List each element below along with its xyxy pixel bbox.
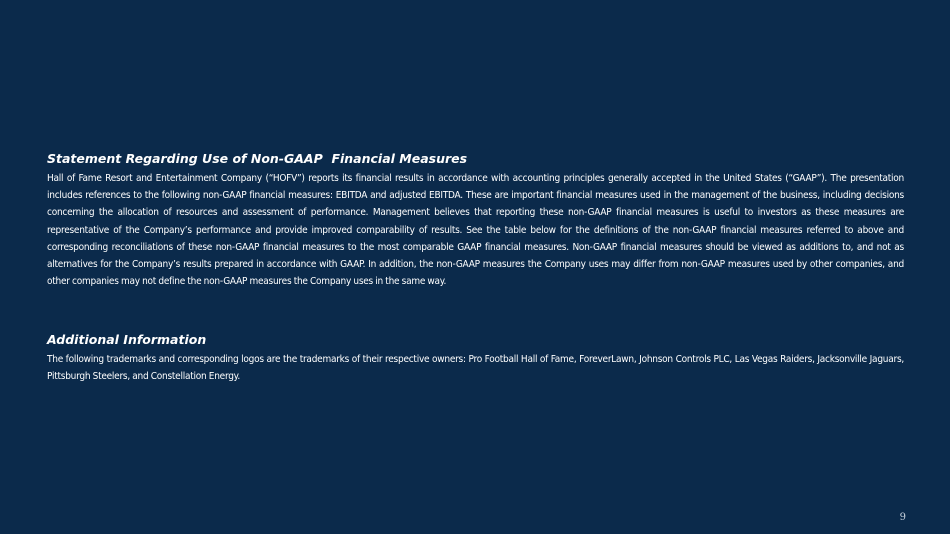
- non-gaap-section: [47, 150, 904, 290]
- non-gaap-body: Hall of Fame Resort and Entertainment Company (“HOFV”) reports its financial results in accordance with accounting principles generally accepted in the United States (“GAAP”). The presentation includes references to the following non-GAAP financial measures: EBITDA and adjusted EBITDA. These are important financial measures used in the management of the business, including decisions concerning the allocation of resources and assessment of performance. Management believes that reporting these non-GAAP financial measures is useful to investors as these measures are representative of the Company’s performance and provide improved comparability of results. See the table below for the definitions of the non-GAAP financial measures referred to above and corresponding reconciliations of these non-GAAP financial measures to the most comparable GAAP financial measures. Non-GAAP financial measures should be viewed as additions to, and not as alternatives for the Company’s results prepared in accordance with GAAP. In addition, the non-GAAP measures the Company uses may differ from non-GAAP measures used by other companies, and other companies may not define the non-GAAP measures the Company uses in the same way.: [47, 173, 904, 288]
- page-number: 9: [899, 512, 906, 523]
- additional-info-heading: Additional Information: [47, 332, 207, 347]
- additional-info-section: [47, 331, 904, 385]
- non-gaap-heading: Statement Regarding Use of Non-GAAP Financial Measures: [47, 151, 468, 166]
- additional-info-body: The following trademarks and corresponding logos are the trademarks of their respective owners: Pro Football Hall of Fame, ForeverLawn, Johnson Controls PLC, Las Vegas Raiders, Jacksonville Jaguars, Pittsburgh Steelers, and Constellation Energy.: [47, 354, 904, 383]
